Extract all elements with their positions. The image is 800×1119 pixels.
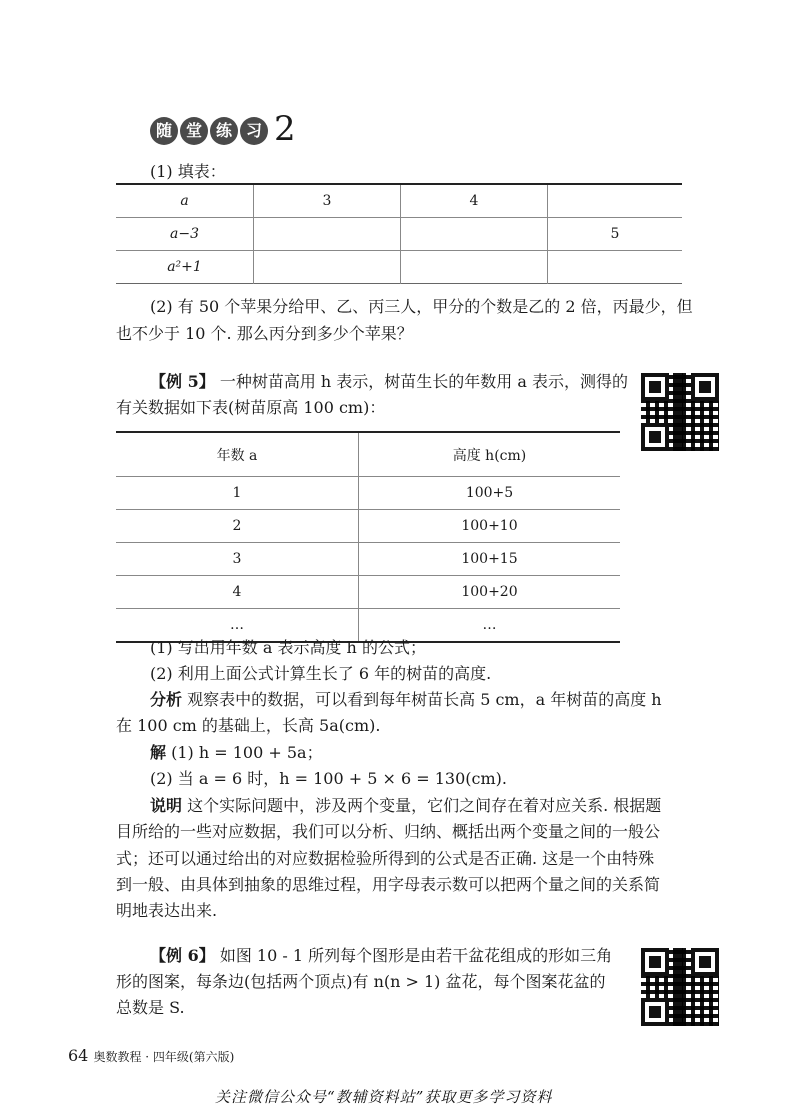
- note-line4: 到一般、由具体到抽象的思维过程，用字母表示数可以把两个量之间的关系简: [116, 875, 661, 894]
- heading-number: 2: [274, 109, 296, 149]
- example5-line2: 有关数据如下表(树苗原高 100 cm)：: [116, 398, 386, 417]
- example6-text-line1: 如图 10 - 1 所列每个图形是由若干盆花组成的形如三角: [219, 946, 613, 965]
- analysis-line1: [150, 688, 662, 712]
- qr-code-example6: [641, 948, 719, 1026]
- example6-line2: 形的图案，每条边(包括两个顶点)有 n(n > 1) 盆花，每个图案花盆的: [116, 972, 606, 991]
- table-cell: 4: [116, 576, 359, 609]
- example6-line1: [150, 944, 612, 968]
- book-title: 奥数教程 · 四年级(第六版): [93, 1050, 235, 1064]
- example5-q2: (2) 利用上面公式计算生长了 6 年的树苗的高度.: [150, 664, 492, 683]
- note-line5: 明地表达出来.: [116, 901, 218, 920]
- note-line2: 目所给的一些对应数据，我们可以分析、归纳、概括出两个变量之间的一般公: [116, 822, 661, 841]
- heading-char-3: 练: [210, 117, 238, 145]
- example5-q1: (1) 写出用年数 a 表示高度 h 的公式；: [150, 638, 426, 657]
- table-cell: 1: [116, 477, 359, 510]
- exercise-part2-line1: (2) 有 50 个苹果分给甲、乙、丙三人，甲分的个数是乙的 2 倍，丙最少，但: [150, 297, 693, 316]
- table-cell: 100+20: [359, 576, 621, 609]
- promo-banner: 关注微信公众号“教辅资料站”获取更多学习资料: [215, 1088, 553, 1106]
- table-row: [116, 510, 620, 543]
- solution-line2: (2) 当 a = 6 时，h = 100 + 5 × 6 = 130(cm).: [150, 769, 507, 788]
- example5-label: 【例 5】: [150, 372, 215, 391]
- table-cell: [254, 218, 401, 251]
- qr-finder-icon: [641, 998, 669, 1026]
- heading-char-2: 堂: [180, 117, 208, 145]
- qr-finder-icon: [691, 373, 719, 401]
- table-cell: 100+5: [359, 477, 621, 510]
- table-cell: …: [116, 609, 359, 643]
- qr-finder-icon: [641, 423, 669, 451]
- solution-text: (1) h = 100 + 5a；: [171, 743, 323, 762]
- table-row: [116, 576, 620, 609]
- table-cell: [401, 251, 548, 284]
- table-cell: a: [116, 184, 254, 218]
- heading-char-1: 随: [150, 117, 178, 145]
- fill-table: [116, 183, 682, 284]
- table-row: [116, 477, 620, 510]
- note-label: 说明: [150, 796, 183, 815]
- table-row: [116, 184, 682, 218]
- example5-text-line1: 一种树苗高用 h 表示，树苗生长的年数用 a 表示，测得的: [219, 372, 629, 391]
- table-cell: [548, 184, 683, 218]
- table-cell: [401, 218, 548, 251]
- table-header-row: [116, 432, 620, 477]
- table-cell: 4: [401, 184, 548, 218]
- exercise-part1: (1) 填表：: [150, 162, 226, 181]
- note-line1: [150, 794, 661, 818]
- table-cell: 100+10: [359, 510, 621, 543]
- example6-label: 【例 6】: [150, 946, 215, 965]
- table-header: 高度 h(cm): [452, 447, 527, 464]
- heading-char-4: 习: [240, 117, 268, 145]
- table-cell: 3: [254, 184, 401, 218]
- analysis-text: 观察表中的数据，可以看到每年树苗长高 5 cm，a 年树苗的高度 h: [187, 690, 662, 709]
- solution-label: 解: [150, 743, 167, 762]
- table-cell: 3: [116, 543, 359, 576]
- table-row: [116, 218, 682, 251]
- analysis-label: 分析: [150, 690, 183, 709]
- table-row: [116, 251, 682, 284]
- solution-line1: [150, 741, 323, 765]
- qr-finder-icon: [691, 948, 719, 976]
- table-cell: [254, 251, 401, 284]
- table-cell: a−3: [116, 218, 254, 251]
- section-heading: [150, 109, 296, 149]
- table-cell: 5: [548, 218, 683, 251]
- note-line3: 式；还可以通过给出的对应数据检验所得到的公式是否正确. 这是一个由特殊: [116, 849, 655, 868]
- qr-code-example5: [641, 373, 719, 451]
- table-cell: [548, 251, 683, 284]
- page-footer: [68, 1046, 234, 1065]
- table-row: [116, 543, 620, 576]
- table-cell: a²+1: [116, 251, 254, 284]
- table-cell: 2: [116, 510, 359, 543]
- example5-line1: [150, 370, 628, 394]
- exercise-part2-line2: 也不少于 10 个. 那么丙分到多少个苹果？: [116, 324, 413, 343]
- page-number: 64: [68, 1046, 89, 1065]
- analysis-line2: 在 100 cm 的基础上，长高 5a(cm).: [116, 716, 381, 735]
- qr-finder-icon: [641, 948, 669, 976]
- example6-line3: 总数是 S.: [116, 998, 185, 1017]
- growth-table: [116, 431, 620, 643]
- table-header: 年数 a: [116, 432, 359, 477]
- qr-finder-icon: [641, 373, 669, 401]
- table-cell: …: [359, 609, 621, 643]
- note-text: 这个实际问题中，涉及两个变量，它们之间存在着对应关系. 根据题: [187, 796, 662, 815]
- table-cell: 100+15: [359, 543, 621, 576]
